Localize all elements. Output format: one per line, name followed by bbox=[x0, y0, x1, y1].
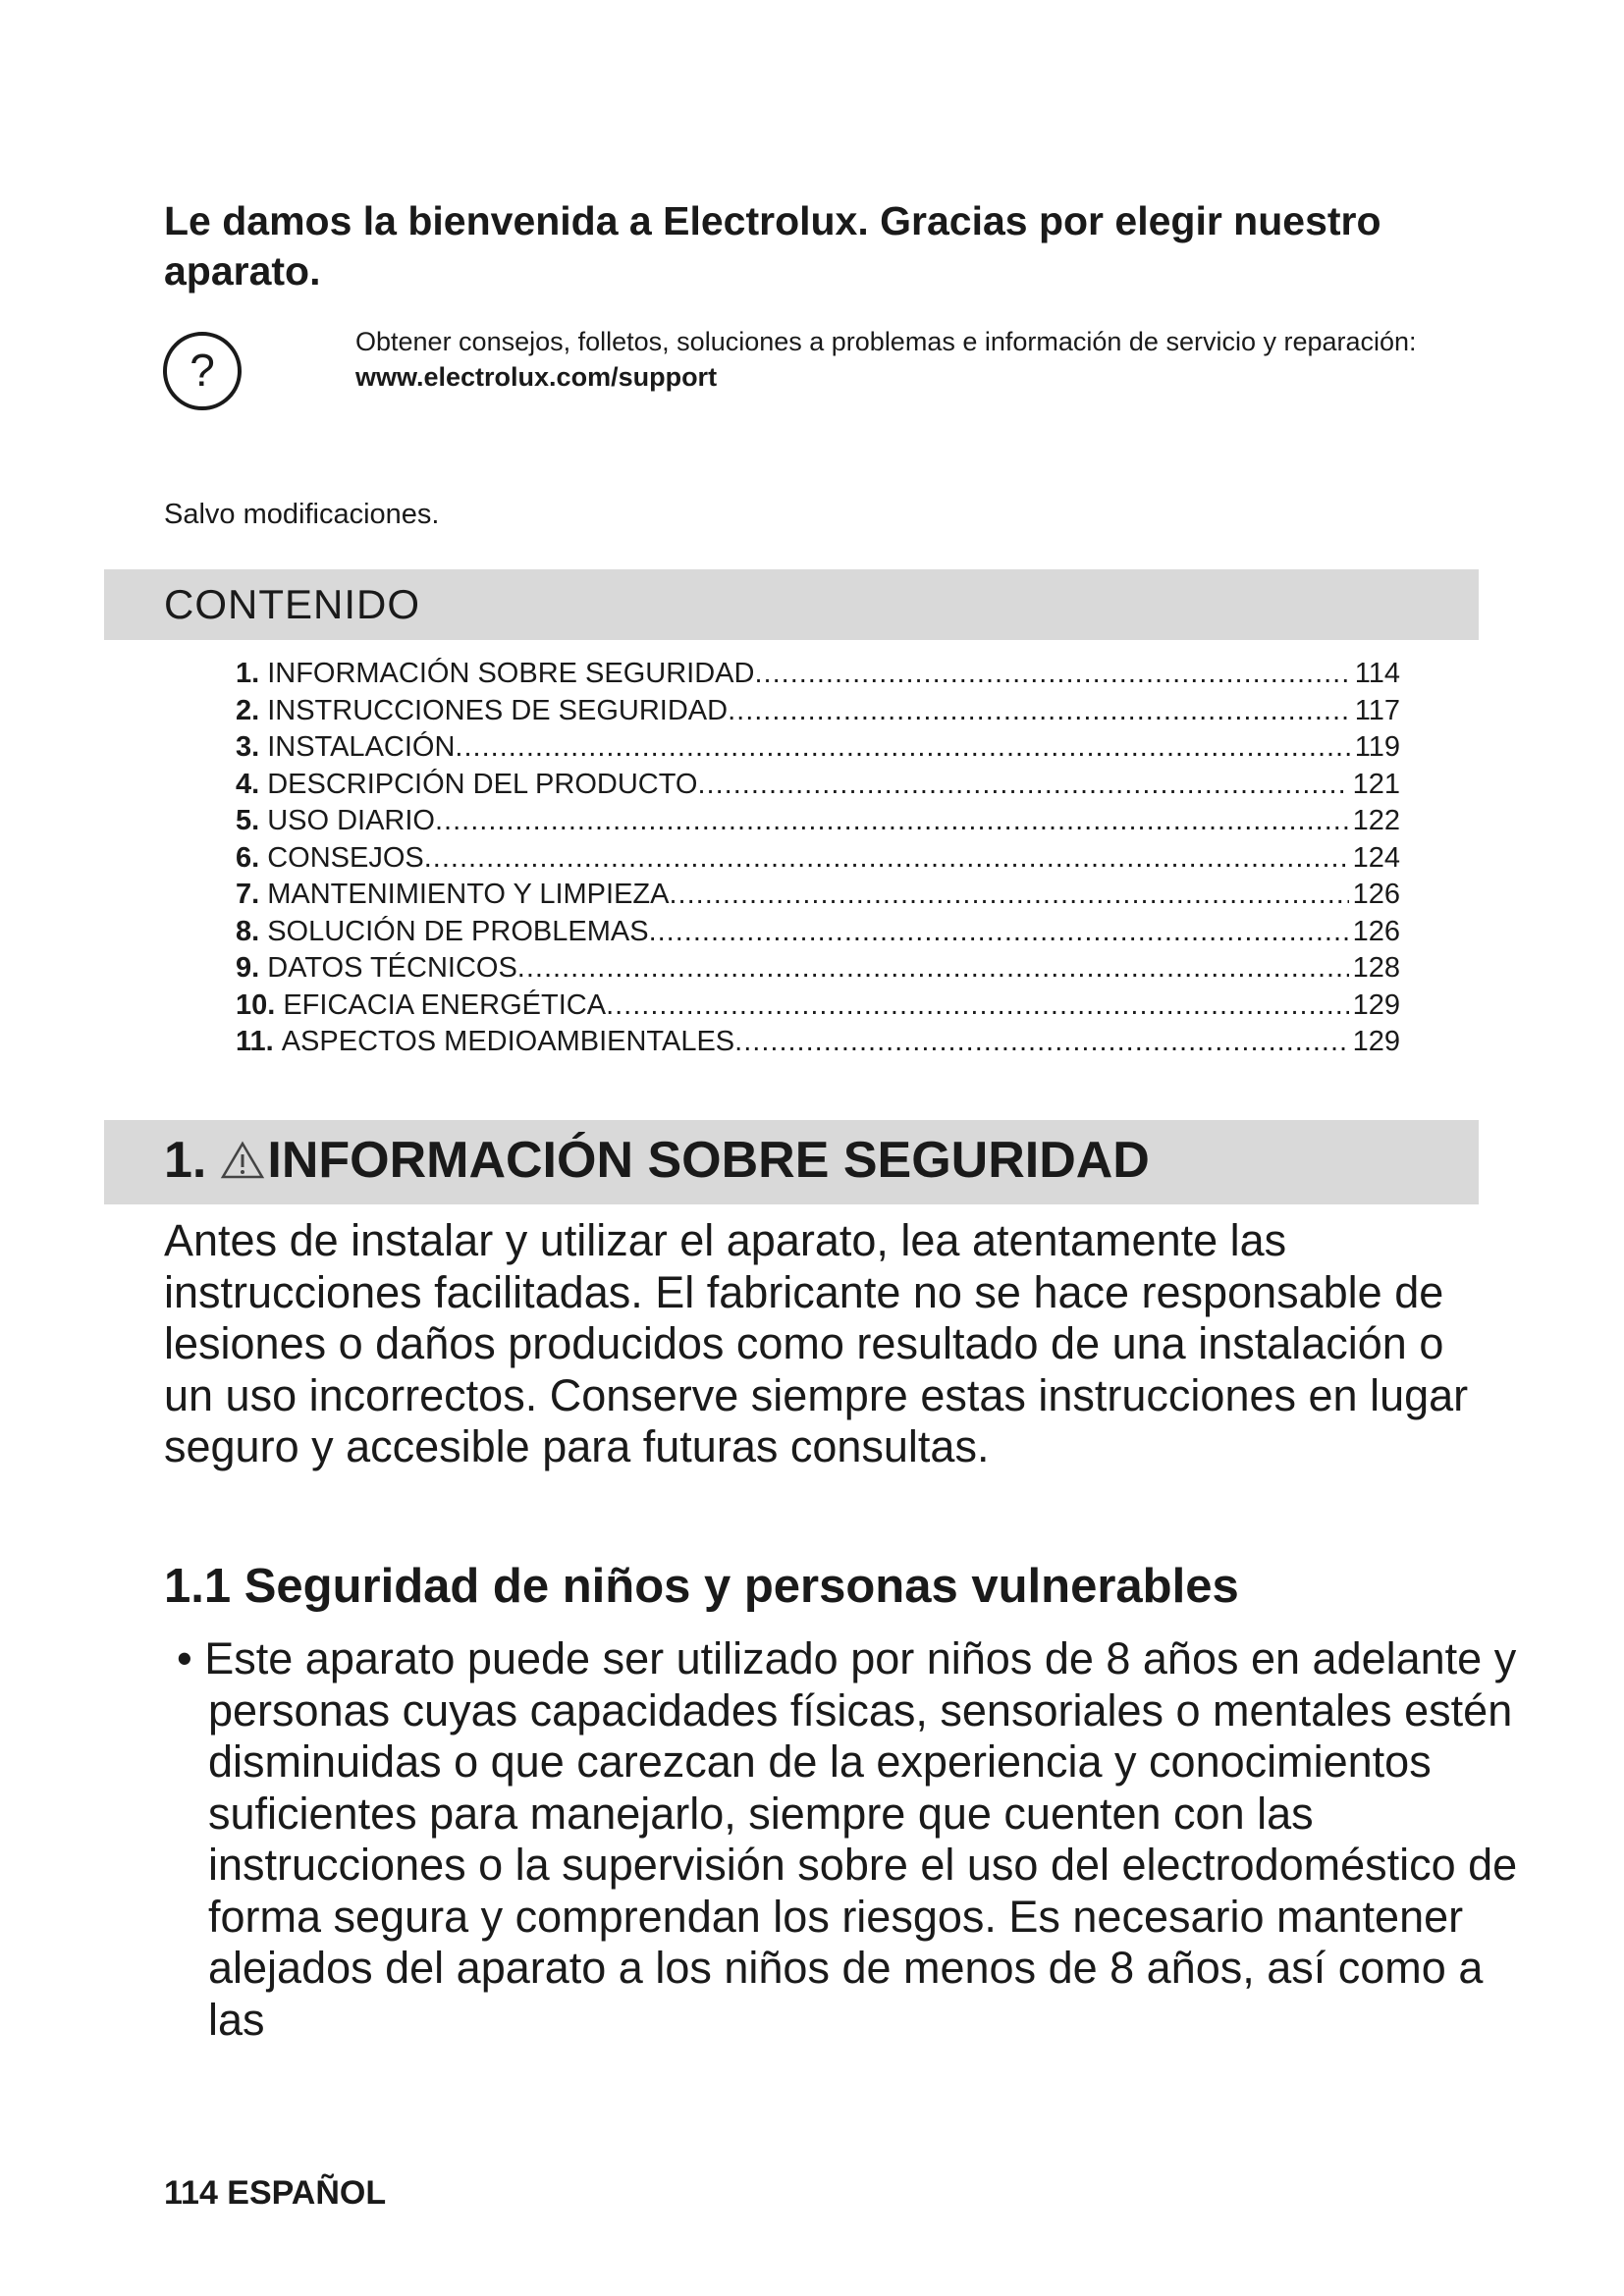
section-number: 1. bbox=[164, 1132, 207, 1189]
welcome-heading: Le damos la bienvenida a Electrolux. Gracias por elegir nuestro aparato. bbox=[164, 198, 1381, 294]
page-footer: 114 ESPAÑOL bbox=[164, 2174, 387, 2212]
intro-paragraph: Antes de instalar y utilizar el aparato, lea atentamente las instrucciones facilitadas. El fabricante no se hace responsable de lesiones o daños producidos como resultado de una instalación o un uso incorrectos. Conserve siempre estas instrucciones en lugar seguro y accesible para futuras consultas. bbox=[164, 1215, 1469, 1471]
support-block bbox=[355, 324, 1435, 395]
toc-item[interactable]: 8. SOLUCIÓN DE PROBLEMAS ..... 126 bbox=[236, 914, 1400, 951]
table-of-contents bbox=[236, 656, 1400, 1061]
toc-item[interactable]: 4. DESCRIPCIÓN DEL PRODUCTO ..... 121 bbox=[236, 767, 1400, 804]
toc-item[interactable]: 7. MANTENIMIENTO Y LIMPIEZA ..... 126 bbox=[236, 877, 1400, 914]
toc-item[interactable]: 6. CONSEJOS ..... 124 bbox=[236, 840, 1400, 878]
warning-triangle-icon bbox=[220, 1141, 265, 1180]
toc-item[interactable]: 11. ASPECTOS MEDIOAMBIENTALES ..... 129 bbox=[236, 1024, 1400, 1061]
section-title-text: INFORMACIÓN SOBRE SEGURIDAD bbox=[267, 1132, 1150, 1189]
section-title bbox=[164, 1131, 1150, 1190]
toc-item[interactable]: 5. USO DIARIO ..... 122 bbox=[236, 803, 1400, 840]
subsection-title: 1.1 Seguridad de niños y personas vulnerables bbox=[164, 1560, 1239, 1613]
toc-item[interactable]: 1. INFORMACIÓN SOBRE SEGURIDAD ..... 114 bbox=[236, 656, 1400, 693]
bullet-text: Este aparato puede ser utilizado por niños de 8 años en adelante y personas cuyas capacidades físicas, sensoriales o mentales estén disminuidas o que carezcan de la experiencia y conocimientos suficientes para manejarlo, siempre que cuenten con las instrucciones o la supervisión sobre el uso del electrodoméstico de forma segura y comprendan los riesgos. Es necesario mantener alejados del aparato a los niños de menos de 8 años, así como a las bbox=[204, 1633, 1518, 2045]
svg-text:?: ? bbox=[189, 345, 215, 396]
help-question-icon bbox=[161, 330, 244, 412]
toc-item[interactable]: 9. DATOS TÉCNICOS ..... 128 bbox=[236, 950, 1400, 988]
contenido-title: CONTENIDO bbox=[164, 581, 420, 627]
toc-item[interactable]: 10. EFICACIA ENERGÉTICA ..... 129 bbox=[236, 988, 1400, 1025]
support-text: Obtener consejos, folletos, soluciones a problemas e información de servicio y reparación: bbox=[355, 327, 1417, 356]
toc-item[interactable]: 3. INSTALACIÓN ..... 119 bbox=[236, 729, 1400, 767]
toc-item[interactable]: 2. INSTRUCCIONES DE SEGURIDAD ..... 117 bbox=[236, 693, 1400, 730]
salvo-note: Salvo modificaciones. bbox=[164, 499, 440, 530]
support-url-link[interactable]: www.electrolux.com/support bbox=[355, 362, 718, 392]
bullet-item: • Este aparato puede ser utilizado por niños de 8 años en adelante y personas cuyas capacidades físicas, sensoriales o mentales estén disminuidas o que carezcan de la experiencia y conocimientos suficientes para manejarlo, siempre que cuenten con las instrucciones o la supervisión sobre el uso del electrodoméstico de forma segura y comprendan los riesgos. Es necesario mantener alejados del aparato a los niños de menos de 8 años, así como a las bbox=[177, 1633, 1518, 2045]
